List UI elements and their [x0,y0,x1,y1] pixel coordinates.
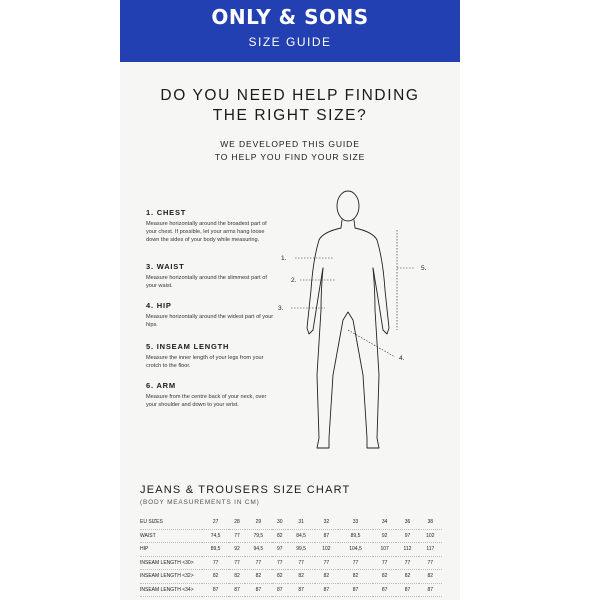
figure-label-waist: 2. [291,277,297,284]
table-cell: 82 [229,570,245,584]
brand-logo: ONLY & SONS [211,5,369,29]
table-cell: 92 [229,543,245,557]
table-cell: 34 [373,516,396,529]
row-label: HIP [140,543,202,557]
instruction-hip [146,301,276,329]
instruction-waist [146,262,276,290]
table-cell: 38 [419,516,442,529]
row-label: EU SIZES [140,516,202,529]
table-cell: 28 [229,516,245,529]
table-row [140,570,442,584]
table-cell: 112 [396,543,418,557]
table-cell: 87 [396,583,418,597]
table-cell: 102 [315,543,338,557]
table-cell: 89,5 [338,529,373,543]
instruction-text: Measure horizontally around the broadest part of your chest. If possible, let your arms hang loose down the sides of your body while measuring. [146,221,267,243]
table-cell: 94,5 [245,543,272,557]
instruction-title: 4. HIP [146,301,172,310]
table-cell: 117 [419,543,442,557]
table-row [140,529,442,543]
table-cell: 77 [419,556,442,570]
table-cell: 82 [373,570,396,584]
measure-lines [291,230,415,357]
instruction-text: Measure horizontally around the widest part of your hips. [146,314,274,328]
size-chart-title: JEANS & TROUSERS SIZE CHART [140,484,351,496]
table-cell: 79,5 [245,529,272,543]
table-cell: 82 [338,570,373,584]
size-chart-subtitle: (BODY MEASUREMENTS IN CM) [140,499,260,506]
instruction-text: Measure from the centre back of your neck, over your shoulder and down to your wrist. [146,394,267,408]
table-cell: 82 [419,570,442,584]
heading-line-1: DO YOU NEED HELP FINDING [160,87,420,104]
figure-label-inseam: 4. [399,355,405,362]
table-cell: 97 [272,543,288,557]
instruction-text: Measure horizontally around the slimmest part of your waist. [146,275,267,289]
table-row [140,543,442,557]
table-cell: 77 [229,529,245,543]
row-label: INSEAM LENGTH <34> [140,583,202,597]
table-cell: 27 [202,516,229,529]
table-cell: 31 [288,516,315,529]
instruction-title: 1. CHEST [146,208,187,217]
table-row [140,516,442,529]
table-cell: 107 [373,543,396,557]
instruction-chest [146,208,276,244]
table-cell: 82 [202,570,229,584]
body-figure-illustration [275,180,435,470]
table-cell: 87 [202,583,229,597]
table-cell: 32 [315,516,338,529]
table-cell: 82 [396,570,418,584]
table-cell: 84,5 [288,529,315,543]
instruction-title: 3. WAIST [146,262,185,271]
row-label: INSEAM LENGTH <32> [140,570,202,584]
table-cell: 97 [396,529,418,543]
table-cell: 87 [338,583,373,597]
figure-label-chest: 1. [281,255,287,262]
body-outline [307,191,389,448]
table-cell: 74,5 [202,529,229,543]
instruction-title: 6. ARM [146,381,176,390]
page-subheading [120,138,460,164]
table-cell: 87 [315,529,338,543]
table-cell: 82 [245,570,272,584]
table-cell: 77 [202,556,229,570]
table-cell: 99,5 [288,543,315,557]
table-cell: 104,5 [338,543,373,557]
size-chart-table [140,516,442,597]
table-cell: 82 [315,570,338,584]
row-label: INSEAM LENGTH <30> [140,556,202,570]
table-cell: 77 [288,556,315,570]
banner-subtitle: SIZE GUIDE [248,35,332,49]
table-cell: 77 [272,556,288,570]
figure-label-arm: 5. [421,265,427,272]
heading-line-2: THE RIGHT SIZE? [212,107,368,124]
subheading-line-2: TO HELP YOU FIND YOUR SIZE [214,152,366,162]
table-cell: 87 [315,583,338,597]
table-cell: 30 [272,516,288,529]
instruction-text: Measure the inner length of your legs from your crotch to the floor. [146,355,264,369]
instruction-arm [146,381,276,409]
table-cell: 102 [419,529,442,543]
table-cell: 87 [288,583,315,597]
table-cell: 87 [229,583,245,597]
table-cell: 82 [272,570,288,584]
table-cell: 77 [245,556,272,570]
table-cell: 77 [373,556,396,570]
figure-label-hip: 3. [278,305,284,312]
table-cell: 87 [373,583,396,597]
table-cell: 77 [338,556,373,570]
table-row [140,556,442,570]
table-cell: 89,5 [202,543,229,557]
table-cell: 77 [315,556,338,570]
table-cell: 29 [245,516,272,529]
table-row [140,583,442,597]
table-cell: 87 [272,583,288,597]
table-cell: 36 [396,516,418,529]
instruction-inseam [146,342,276,370]
row-label: WAIST [140,529,202,543]
table-cell: 87 [245,583,272,597]
table-cell: 82 [272,529,288,543]
table-cell: 82 [288,570,315,584]
table-cell: 33 [338,516,373,529]
table-cell: 92 [373,529,396,543]
table-cell: 87 [419,583,442,597]
subheading-line-1: WE DEVELOPED THIS GUIDE [220,139,360,149]
brand-banner [120,0,460,62]
table-cell: 77 [396,556,418,570]
page-heading [120,86,460,126]
instruction-title: 5. INSEAM LENGTH [146,342,230,351]
table-cell: 77 [229,556,245,570]
